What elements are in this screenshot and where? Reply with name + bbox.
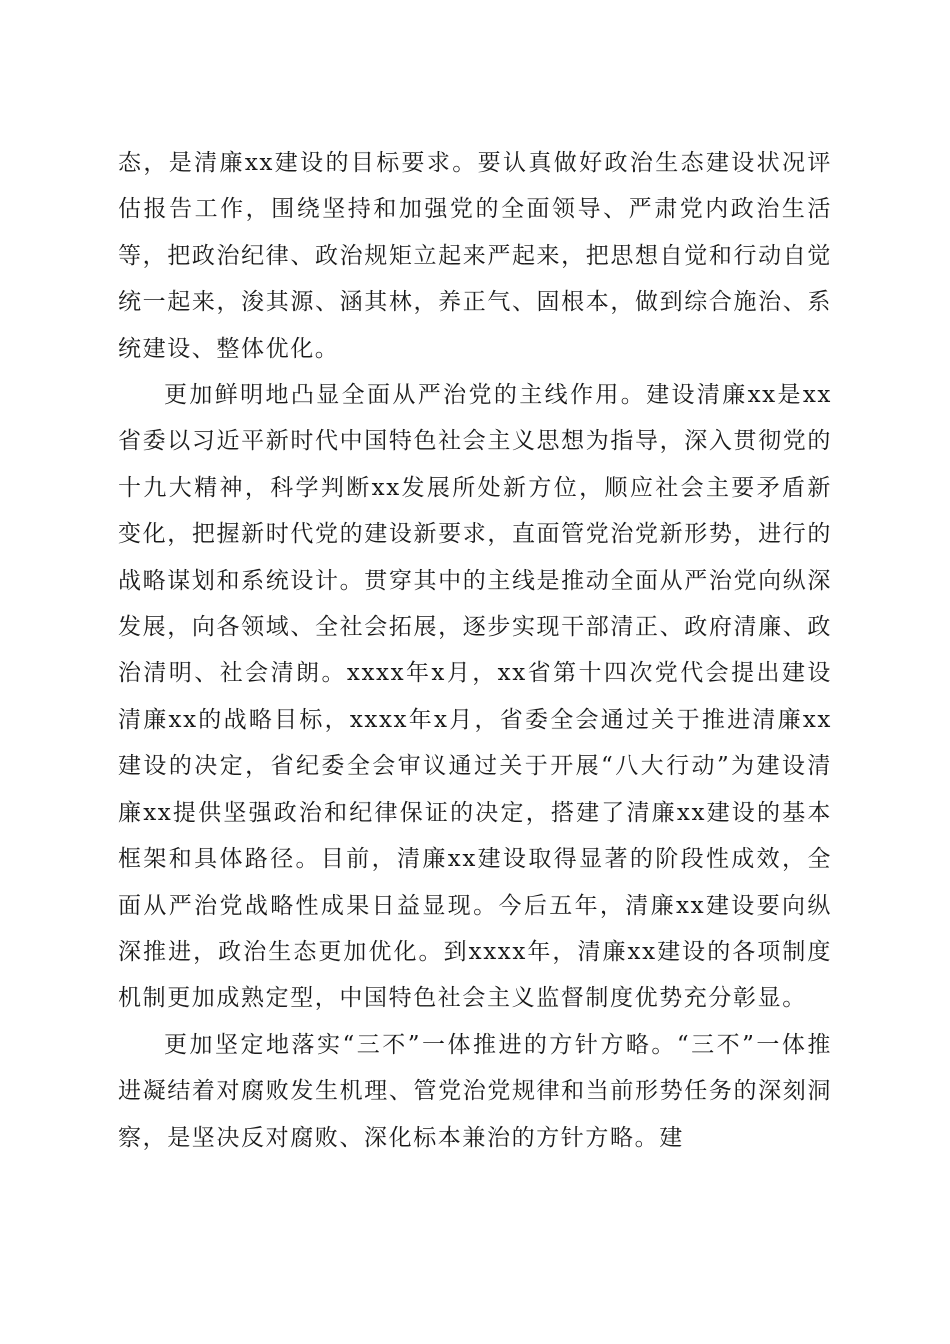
document-body [118, 140, 832, 1161]
paragraph-1: 态，是清廉xx建设的目标要求。要认真做好政治生态建设状况评估报告工作，围绕坚持和加强党的全面领导、严肃党内政治生活等，把政治纪律、政治规矩立起来严起来，把思想自觉和行动自觉统一起来，浚其源、涵其林，养正气、固根本，做到综合施治、系统建设、整体优化。 [118, 150, 832, 362]
paragraph-2: 更加鲜明地凸显全面从严治党的主线作用。建设清廉xx是xx省委以习近平新时代中国特色社会主义思想为指导，深入贯彻党的十九大精神，科学判断xx发展所处新方位，顺应社会主要矛盾新变化，把握新时代党的建设新要求，直面管党治党新形势，进行的战略谋划和系统设计。贯穿其中的主线是推动全面从严治党向纵深发展，向各领域、全社会拓展，逐步实现干部清正、政府清廉、政治清明、社会清朗。xxxx年x月，xx省第十四次党代会提出建设清廉xx的战略目标，xxxx年x月，省委全会通过关于推进清廉xx建设的决定，省纪委全会审议通过关于开展“八大行动”为建设清廉xx提供坚强政治和纪律保证的决定，搭建了清廉xx建设的基本框架和具体路径。目前，清廉xx建设取得显著的阶段性成效，全面从严治党战略性成果日益显现。今后五年，清廉xx建设要向纵深推进，政治生态更加优化。到xxxx年，清廉xx建设的各项制度机制更加成熟定型，中国特色社会主义监督制度优势充分彰显。 [118, 382, 832, 1012]
paragraph-3: 更加坚定地落实“三不”一体推进的方针方略。“三不”一体推进凝结着对腐败发生机理、管党治党规律和当前形势任务的深刻洞察，是坚决反对腐败、深化标本兼治的方针方略。建 [118, 1031, 832, 1151]
